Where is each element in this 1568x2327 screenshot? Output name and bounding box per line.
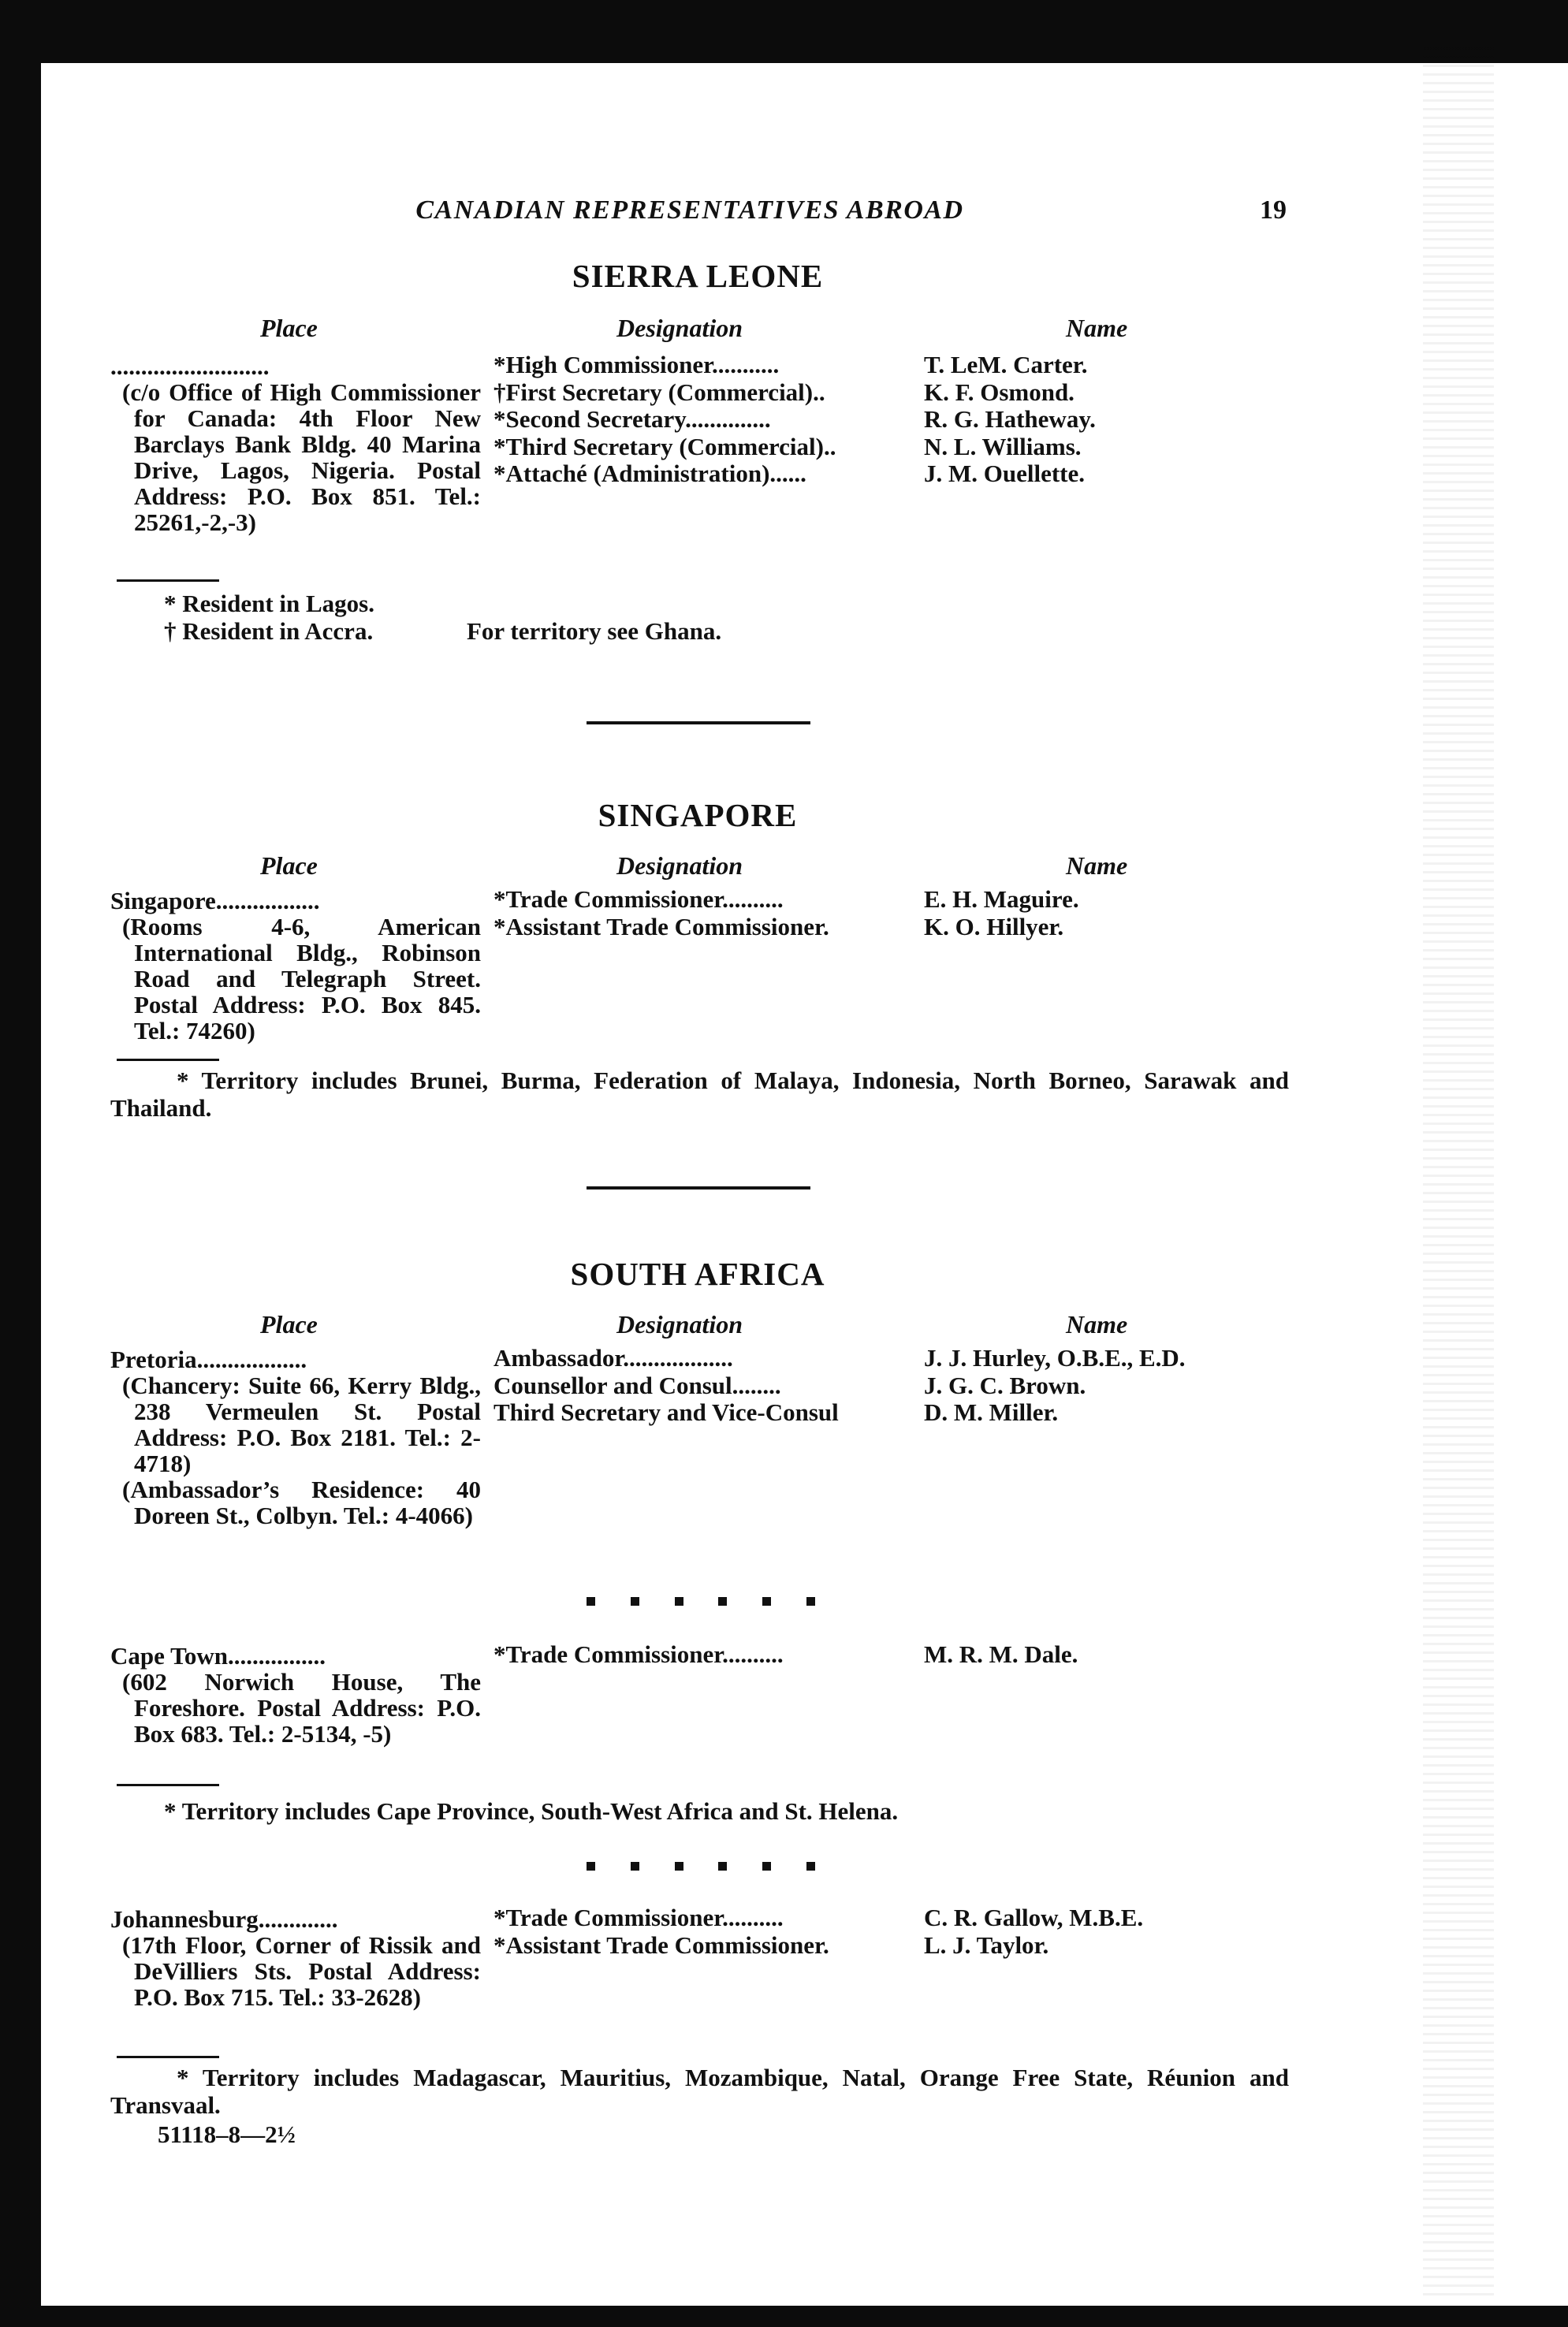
pretoria-designations [493, 1345, 903, 1427]
person-name: J. M. Ouellette. [924, 460, 1086, 487]
scan-border-bottom [0, 2306, 1568, 2327]
johannesburg-place [110, 1906, 481, 2010]
column-head-name: Name [1066, 851, 1128, 880]
sierra-leone-place [110, 353, 481, 535]
cape-town-designations [493, 1641, 903, 1669]
singapore-territory-footnote: * Territory includes Brunei, Burma, Federation of Malaya, Indonesia, North Borneo, Sarawak and Thailand. [110, 1067, 1289, 1122]
dot-separator [587, 1597, 815, 1606]
place-address-residence: (Ambassador’s Residence: 40 Doreen St., Colbyn. Tel.: 4-4066) [122, 1476, 481, 1529]
print-code: 51118–8—2½ [158, 2120, 296, 2148]
scan-noise-right [1423, 47, 1494, 2302]
column-head-name: Name [1066, 1310, 1128, 1338]
pretoria-names [924, 1345, 1287, 1427]
designation: *Attaché (Administration)...... [493, 460, 806, 487]
cape-town-names [924, 1641, 1287, 1669]
place-city: .......................... [110, 352, 270, 380]
johannesburg-names [924, 1904, 1287, 1959]
place-city: Johannesburg............. [110, 1905, 338, 1933]
page-number: 19 [1260, 195, 1287, 225]
singapore-place [110, 888, 481, 1044]
designation: *Second Secretary.............. [493, 406, 771, 433]
designation: Third Secretary and Vice-Consul [493, 1399, 839, 1426]
designation: *Trade Commissioner.......... [493, 1641, 784, 1668]
designation: *Trade Commissioner.......... [493, 886, 784, 913]
singapore-designations [493, 886, 903, 940]
column-head-designation: Designation [616, 314, 743, 342]
running-header: CANADIAN REPRESENTATIVES ABROAD [415, 195, 964, 225]
designation: *Assistant Trade Commissioner. [493, 1931, 829, 1959]
person-name: T. LeM. Carter. [924, 352, 1088, 378]
column-head-name: Name [1066, 314, 1128, 342]
person-name: K. O. Hillyer. [924, 913, 1064, 940]
person-name: E. H. Maguire. [924, 886, 1079, 913]
column-head-designation: Designation [616, 851, 743, 880]
footnote-resident-lagos: * Resident in Lagos. [164, 590, 374, 617]
footnote-rule [117, 579, 219, 582]
johannesburg-territory-footnote: * Territory includes Madagascar, Mauritius, Mozambique, Natal, Orange Free State, Réunion and Transvaal. [110, 2064, 1289, 2119]
person-name: N. L. Williams. [924, 433, 1082, 460]
column-head-place: Place [260, 1310, 318, 1338]
person-name: K. F. Osmond. [924, 378, 1075, 406]
person-name: D. M. Miller. [924, 1399, 1059, 1426]
person-name: C. R. Gallow, M.B.E. [924, 1904, 1144, 1931]
sierra-leone-designations [493, 352, 903, 488]
designation: Counsellor and Consul........ [493, 1372, 781, 1399]
designation: Ambassador.................. [493, 1345, 733, 1372]
territory-note: For territory see Ghana. [467, 617, 722, 645]
person-name: J. J. Hurley, O.B.E., E.D. [924, 1345, 1186, 1372]
cape-town-place [110, 1643, 481, 1747]
scan-border-left [0, 0, 41, 2327]
place-city: Cape Town................ [110, 1642, 326, 1670]
place-city: Singapore................. [110, 887, 320, 914]
footnote-rule [117, 1784, 219, 1786]
designation: *Trade Commissioner.......... [493, 1904, 784, 1931]
cape-town-territory-footnote: * Territory includes Cape Province, South-West Africa and St. Helena. [164, 1797, 899, 1825]
section-separator [587, 1186, 810, 1190]
johannesburg-designations [493, 1904, 903, 1959]
pretoria-place [110, 1346, 481, 1528]
place-city: Pretoria.................. [110, 1346, 307, 1373]
section-title-singapore: SINGAPORE [598, 797, 798, 833]
singapore-names [924, 886, 1287, 940]
place-address: (17th Floor, Corner of Rissik and DeVilliers Sts. Postal Address: P.O. Box 715. Tel.: 33-2628) [122, 1931, 481, 2011]
designation: *High Commissioner........... [493, 352, 780, 378]
section-title-south-africa: SOUTH AFRICA [570, 1256, 825, 1292]
footnote-resident-accra: † Resident in Accra. [164, 617, 374, 645]
footnote-rule [117, 1059, 219, 1061]
column-head-designation: Designation [616, 1310, 743, 1338]
section-title-sierra-leone: SIERRA LEONE [572, 258, 824, 294]
person-name: J. G. C. Brown. [924, 1372, 1086, 1399]
designation: *Third Secretary (Commercial).. [493, 433, 836, 460]
person-name: L. J. Taylor. [924, 1931, 1049, 1959]
scan-border-top [0, 0, 1568, 63]
place-address: (c/o Office of High Commissioner for Canada: 4th Floor New Barclays Bank Bldg. 40 Marina Drive, Lagos, Nigeria. Postal Address: P.O. Box 851. Tel.: 25261,-2,-3) [122, 378, 481, 536]
designation: *Assistant Trade Commissioner. [493, 913, 829, 940]
person-name: M. R. M. Dale. [924, 1641, 1078, 1668]
footnote-rule [117, 2056, 219, 2058]
section-separator [587, 721, 810, 724]
sierra-leone-names [924, 352, 1287, 488]
place-address: (Rooms 4-6, American International Bldg., Robinson Road and Telegraph Street. Postal Address: P.O. Box 845. Tel.: 74260) [122, 913, 481, 1044]
person-name: R. G. Hatheway. [924, 406, 1096, 433]
column-head-place: Place [260, 314, 318, 342]
column-head-place: Place [260, 851, 318, 880]
place-address: (602 Norwich House, The Foreshore. Postal Address: P.O. Box 683. Tel.: 2-5134, -5) [122, 1668, 481, 1748]
place-address: (Chancery: Suite 66, Kerry Bldg., 238 Vermeulen St. Postal Address: P.O. Box 2181. Tel.: 2-4718) [122, 1372, 481, 1477]
dot-separator [587, 1862, 815, 1871]
designation: †First Secretary (Commercial).. [493, 378, 825, 406]
